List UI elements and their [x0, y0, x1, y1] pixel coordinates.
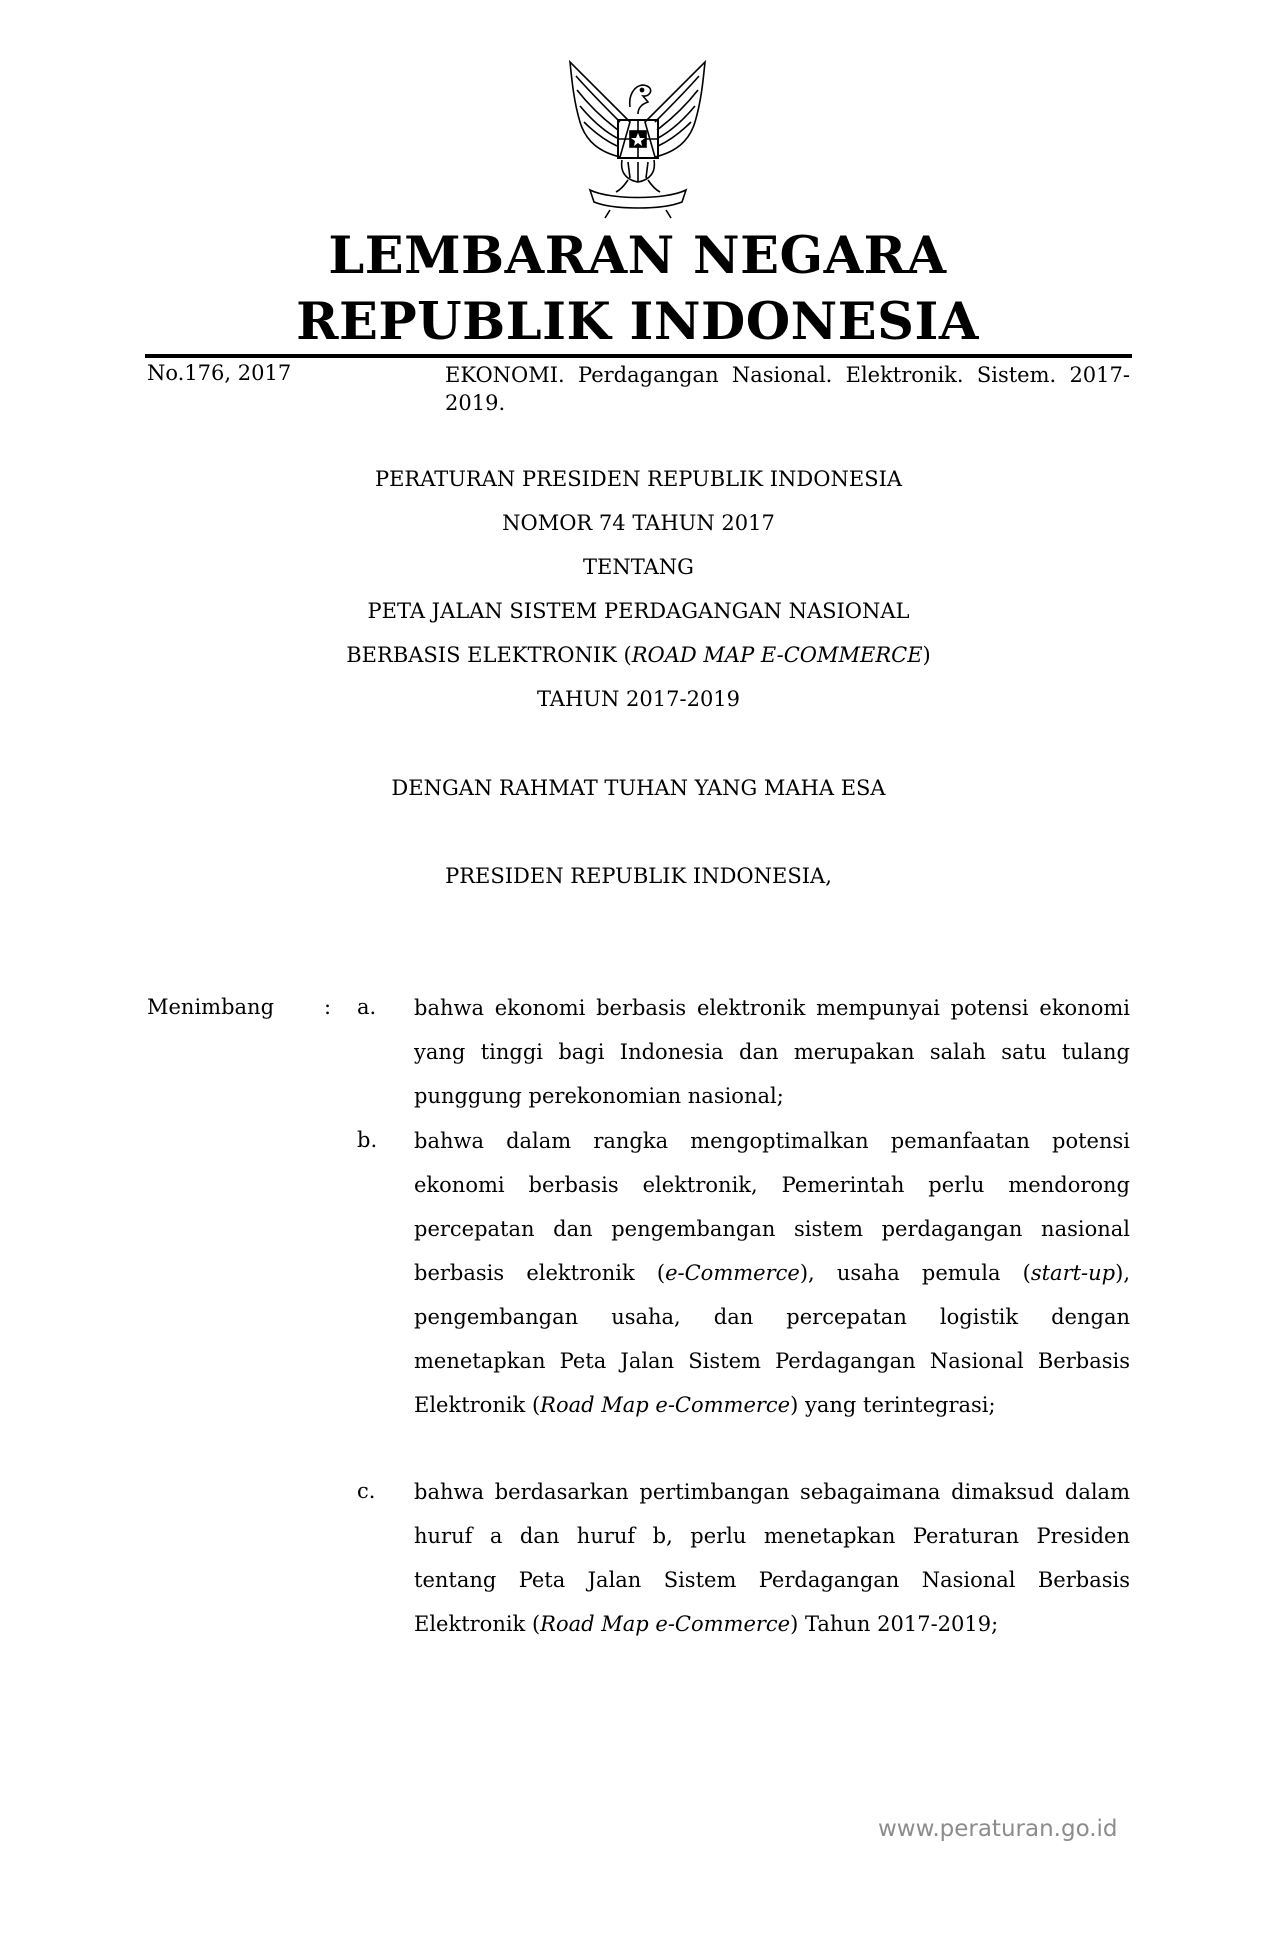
menimbang-label: Menimbang	[147, 995, 275, 1019]
footer-website-link[interactable]: www.peraturan.go.id	[878, 1816, 1118, 1842]
item-letter-a: a.	[357, 995, 377, 1019]
subject-text: BERBASIS ELEKTRONIK (	[346, 643, 632, 667]
gazette-number: No.176, 2017	[147, 361, 292, 385]
masthead-divider	[145, 354, 1132, 358]
item-text-segment: ), usaha pemula (	[799, 1261, 1031, 1285]
item-letter-b: b.	[357, 1128, 378, 1152]
item-text-italic: Road Map e-Commerce	[540, 1612, 791, 1636]
item-text-segment: bahwa dalam rangka mengoptimalkan pemanfaatan potensi ekonomi berbasis elektronik, Pemerintah perlu mendorong percepatan dan pengembangan sistem perdagangan nasional berbasis elektronik (	[414, 1129, 1130, 1285]
item-text-segment: ) Tahun 2017-2019;	[790, 1612, 999, 1636]
masthead-title-line2: REPUBLIK INDONESIA	[296, 292, 979, 352]
item-text-italic: Road Map e-Commerce	[540, 1393, 791, 1417]
item-text-b	[414, 1119, 1130, 1427]
item-letter-c: c.	[357, 1479, 376, 1503]
regulation-subject-line3: TAHUN 2017-2019	[536, 687, 741, 711]
item-text-segment: ) yang terintegrasi;	[790, 1393, 996, 1417]
president-heading: PRESIDEN REPUBLIK INDONESIA,	[445, 864, 832, 888]
regulation-type: PERATURAN PRESIDEN REPUBLIK INDONESIA	[374, 467, 903, 491]
menimbang-colon: :	[324, 995, 332, 1019]
item-text-a: bahwa ekonomi berbasis elektronik mempunyai potensi ekonomi yang tinggi bagi Indonesia dan merupakan salah satu tulang punggung perekonomian nasional;	[414, 996, 1130, 1108]
item-text-segment: ), pengembangan usaha, dan percepatan logistik dengan menetapkan Peta Jalan Sistem Perdagangan Nasional Berbasis Elektronik (	[414, 1261, 1130, 1417]
item-text-italic: start-up	[1030, 1261, 1116, 1285]
item-text-italic: e-Commerce	[665, 1261, 800, 1285]
item-text-c	[414, 1470, 1130, 1646]
regulation-subject-line2	[145, 641, 1132, 669]
gazette-description: EKONOMI. Perdagangan Nasional. Elektronik. Sistem. 2017-2019.	[445, 363, 1130, 415]
invocation: DENGAN RAHMAT TUHAN YANG MAHA ESA	[391, 776, 886, 800]
masthead-title-line1: LEMBARAN NEGARA	[328, 226, 947, 286]
regulation-subject-line1: PETA JALAN SISTEM PERDAGANGAN NASIONAL	[367, 599, 910, 623]
regulation-number: NOMOR 74 TAHUN 2017	[502, 511, 775, 535]
subject-italic: ROAD MAP E-COMMERCE	[631, 643, 923, 667]
subject-text: )	[922, 643, 931, 667]
regulation-tentang: TENTANG	[583, 555, 694, 579]
item-text-segment: bahwa berdasarkan pertimbangan sebagaimana dimaksud dalam huruf a dan huruf b, perlu menetapkan Peraturan Presiden tentang Peta Jalan Sistem Perdagangan Nasional Berbasis Elektronik (	[414, 1480, 1130, 1636]
garuda-emblem-icon	[550, 52, 725, 222]
